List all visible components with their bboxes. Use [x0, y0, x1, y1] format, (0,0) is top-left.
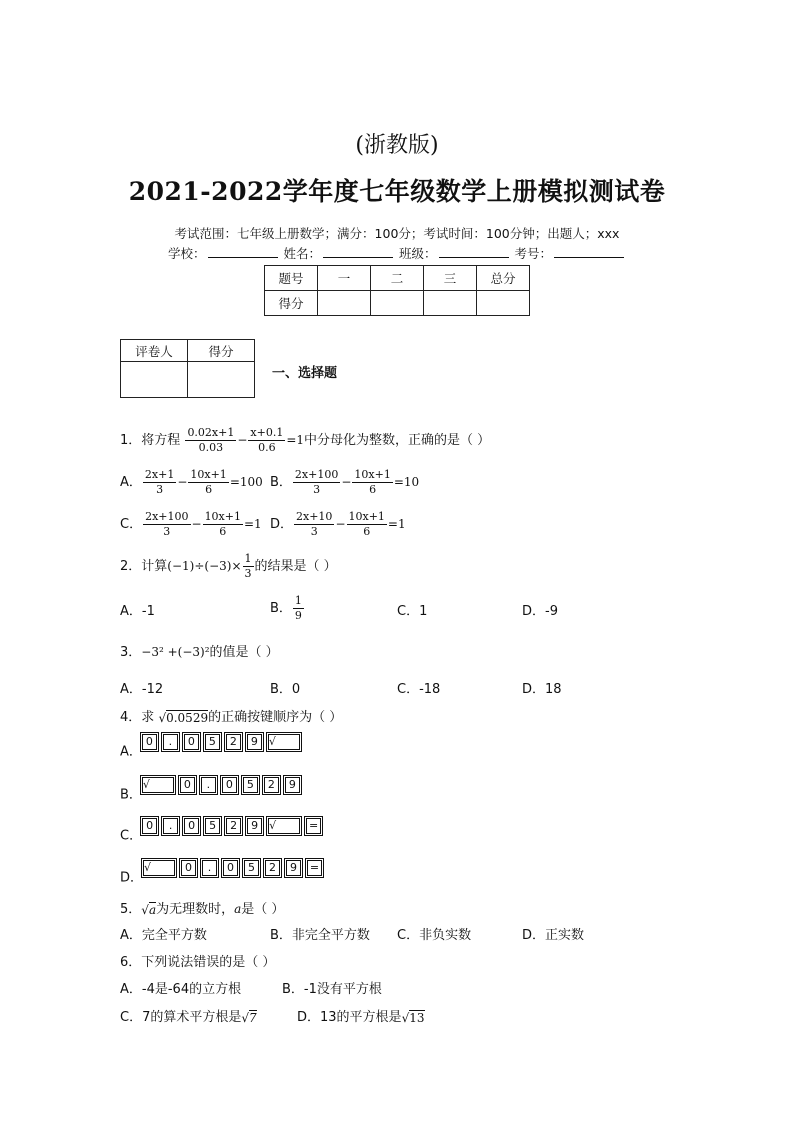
q4-option-d[interactable]: D．√ 0 . 0 5 2 9 =: [120, 860, 328, 886]
q5-option-c[interactable]: C．非负实数: [397, 928, 472, 943]
q1-option-d[interactable]: D． $\frac{2x+10}{3}$ − $\frac{10x+1}{6}$ =1: [270, 510, 406, 538]
q2-option-d[interactable]: D．-9: [522, 604, 558, 619]
q6-option-a[interactable]: A．-4是-64的立方根: [120, 982, 242, 997]
score-header-cell: 题号: [265, 266, 318, 291]
q3-option-b[interactable]: B．0: [270, 682, 301, 697]
q2-option-a[interactable]: A．-1: [120, 604, 155, 619]
q2-option-c[interactable]: C．1: [397, 604, 428, 619]
score-cell[interactable]: [424, 291, 477, 316]
key-sequence: [142, 778, 306, 793]
calculator-key: 5: [243, 777, 258, 793]
score-cell[interactable]: [477, 291, 530, 316]
field-class-blank[interactable]: [439, 246, 509, 258]
q6-option-c[interactable]: C．7的算术平方根是√7: [120, 1010, 257, 1025]
q4-option-a[interactable]: A．0 . 0 5 2 9 √: [120, 734, 306, 760]
q5-option-b[interactable]: B．非完全平方数: [270, 928, 370, 943]
calculator-key: 0: [184, 818, 199, 834]
key-sequence: [142, 735, 306, 750]
calculator-key: 5: [244, 860, 259, 876]
question-3: 3．−3² +(−3)²的值是（ ）: [120, 645, 279, 660]
grader-cell[interactable]: [188, 362, 255, 398]
score-header-cell: 总分: [477, 266, 530, 291]
q6-option-b[interactable]: B．-1没有平方根: [282, 982, 382, 997]
exam-info: 考试范围：七年级上册数学；满分：100分；考试时间：100分钟；出题人；xxx: [174, 226, 620, 241]
exam-edition: (浙教版): [355, 133, 439, 158]
calculator-key: 0: [223, 860, 238, 876]
calculator-key: .: [163, 734, 178, 750]
calculator-key: 2: [226, 818, 241, 834]
q5-option-a[interactable]: A．完全平方数: [120, 928, 207, 943]
calculator-key: 9: [285, 777, 300, 793]
grader-table: [120, 339, 255, 398]
score-header-cell: 一: [318, 266, 371, 291]
grader-header-cell: 得分: [188, 340, 255, 362]
calculator-key: 0: [142, 818, 157, 834]
field-name-label: 姓名：: [283, 246, 321, 261]
q4-option-c[interactable]: C．0 . 0 5 2 9 √ =: [120, 818, 327, 844]
q6-option-d[interactable]: D．13的平方根是√13: [297, 1010, 425, 1025]
q3-option-d[interactable]: D．18: [522, 682, 562, 697]
calculator-key: 0: [184, 734, 199, 750]
calculator-key: .: [202, 860, 217, 876]
calculator-key: 2: [265, 860, 280, 876]
q3-option-a[interactable]: A．-12: [120, 682, 164, 697]
score-header-cell: 三: [424, 266, 477, 291]
q1-option-c[interactable]: C． $\frac{2x+100}{3}$ − $\frac{10x+1}{6}$ =1: [120, 510, 262, 538]
q2-option-b[interactable]: B． $\frac{1}{9}$: [270, 594, 302, 622]
question-6: 6．下列说法错误的是（ ）: [120, 955, 276, 970]
student-fields: [0, 244, 794, 262]
score-table: [264, 265, 530, 316]
q1-option-b[interactable]: B． $\frac{2x+100}{3}$ − $\frac{10x+1}{6}$ =10: [270, 468, 420, 496]
question-1: 1．将方程 $\frac{0.02x+1}{0.03}$ − $\frac{x+0.1}{0.6}$ =1中分母化为整数，正确的是（ ）: [120, 426, 491, 454]
calculator-key: 2: [226, 734, 241, 750]
score-header-cell: 二: [371, 266, 424, 291]
calculator-key: 0: [181, 860, 196, 876]
field-number-blank[interactable]: [554, 246, 624, 258]
sqrt-key-icon: √: [142, 777, 174, 793]
calculator-key: 2: [264, 777, 279, 793]
q5-option-d[interactable]: D．正实数: [522, 928, 585, 943]
field-school-label: 学校：: [167, 246, 206, 261]
key-sequence: [142, 819, 327, 834]
key-sequence: [143, 861, 328, 876]
q4-option-b[interactable]: B．√ 0 . 0 5 2 9: [120, 777, 306, 803]
sqrt-key-icon: √: [268, 818, 300, 834]
calculator-key: 0: [222, 777, 237, 793]
calculator-key: 9: [247, 734, 262, 750]
equals-key-icon: =: [306, 818, 321, 834]
sqrt-key-icon: √: [143, 860, 175, 876]
calculator-key: 0: [142, 734, 157, 750]
grader-cell[interactable]: [121, 362, 188, 398]
calculator-key: 9: [286, 860, 301, 876]
score-cell[interactable]: [371, 291, 424, 316]
score-cell[interactable]: [318, 291, 371, 316]
fraction: $\frac{x+0.1}{0.6}$: [250, 426, 284, 454]
sqrt-key-icon: √: [268, 734, 300, 750]
q1-option-a[interactable]: A． $\frac{2x+1}{3}$ − $\frac{10x+1}{6}$ =100: [120, 468, 263, 496]
calculator-key: .: [163, 818, 178, 834]
exam-title: 2021-2022学年度七年级数学上册模拟测试卷: [128, 177, 666, 206]
calculator-key: 5: [205, 734, 220, 750]
field-name-blank[interactable]: [323, 246, 393, 258]
field-class-label: 班级：: [398, 246, 437, 261]
score-row-label: 得分: [265, 291, 318, 316]
calculator-key: 9: [247, 818, 262, 834]
question-4: 4．求 √0.0529的正确按键顺序为（ ）: [120, 710, 343, 725]
calculator-key: 5: [205, 818, 220, 834]
question-2: 2．计算(−1)÷(−3)× $\frac{1}{3}$ 的结果是（ ）: [120, 552, 337, 580]
grader-header-cell: 评卷人: [121, 340, 188, 362]
section-title: 一、选择题: [272, 366, 338, 381]
q3-option-c[interactable]: C．-18: [397, 682, 441, 697]
field-school-blank[interactable]: [208, 246, 278, 258]
calculator-key: .: [201, 777, 216, 793]
question-5: 5．√a为无理数时，a是（ ）: [120, 902, 285, 917]
calculator-key: 0: [180, 777, 195, 793]
sqrt-expression: √0.0529: [158, 710, 209, 725]
field-number-label: 考号：: [514, 246, 552, 261]
fraction: $\frac{0.02x+1}{0.03}$: [187, 426, 235, 454]
equals-key-icon: =: [307, 860, 322, 876]
